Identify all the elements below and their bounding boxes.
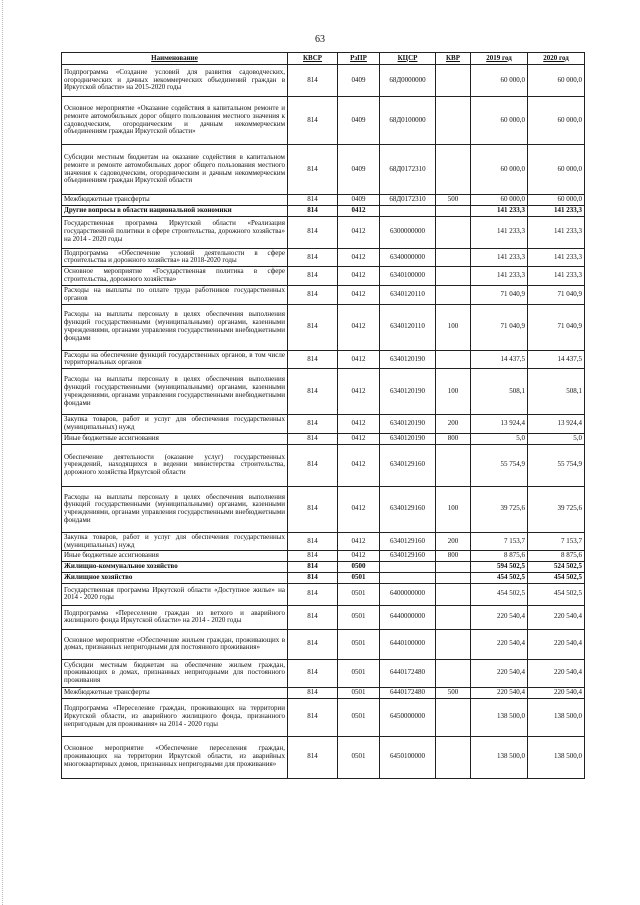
row-kvsr-cell: 814 <box>288 659 338 687</box>
row-2019-cell: 141 233,3 <box>471 267 528 286</box>
row-name-cell: Подпрограмма «Переселение граждан из ветхого и аварийного жилищного фонда Иркутской области» на 2014 - 2020 годы <box>62 605 288 629</box>
table-row <box>62 369 585 415</box>
table-row <box>62 551 585 562</box>
row-2020-cell: 454 502,5 <box>528 583 585 605</box>
row-kvsr-cell: 814 <box>288 216 338 248</box>
row-rzpr-cell: 0501 <box>338 687 380 698</box>
row-name-cell: Подпрограмма «Обеспечение условий деятельности в сфере строительства и дорожного хозяйства» на 2018-2020 годы <box>62 248 288 267</box>
row-rzpr-cell: 0412 <box>338 304 380 350</box>
header-2020: 2020 год <box>528 53 585 65</box>
row-2019-cell: 60 000,0 <box>471 97 528 145</box>
row-kcsr-cell <box>380 562 436 573</box>
row-2019-cell: 454 502,5 <box>471 583 528 605</box>
row-kvr-cell <box>436 285 471 304</box>
row-kcsr-cell: 6340120110 <box>380 285 436 304</box>
row-name-cell: Расходы на обеспечение функций государственных органов, в том числе территориальных органов <box>62 350 288 369</box>
row-kcsr-cell: 6400000000 <box>380 583 436 605</box>
row-kcsr-cell: 6440000000 <box>380 605 436 629</box>
row-name-cell: Иные бюджетные ассигнования <box>62 433 288 444</box>
row-kvsr-cell: 814 <box>288 205 338 216</box>
row-2019-cell: 60 000,0 <box>471 195 528 206</box>
row-kvr-cell <box>436 629 471 659</box>
row-kcsr-cell: 6340000000 <box>380 248 436 267</box>
table-row <box>62 583 585 605</box>
row-kvsr-cell: 814 <box>288 304 338 350</box>
row-name-cell: Закупка товаров, работ и услуг для обеспечения государственных (муниципальных) нужд <box>62 532 288 551</box>
row-rzpr-cell: 0409 <box>338 97 380 145</box>
row-kvr-cell: 800 <box>436 551 471 562</box>
row-kcsr-cell: 6340120190 <box>380 350 436 369</box>
row-name-cell: Расходы на выплаты персоналу в целях обеспечения выполнения функций государственными (муниципальными) органами, казенными учреждениями, органами управления государственными внебюджетными фондами <box>62 486 288 532</box>
table-row <box>62 65 585 97</box>
row-kcsr-cell <box>380 205 436 216</box>
row-2019-cell: 13 924,4 <box>471 415 528 434</box>
row-name-cell: Жилищное хозяйство <box>62 573 288 584</box>
row-kvr-cell <box>436 698 471 736</box>
row-kcsr-cell: 6440172480 <box>380 687 436 698</box>
row-kcsr-cell: 6440172480 <box>380 659 436 687</box>
row-name-cell: Расходы на выплаты по оплате труда работников государственных органов <box>62 285 288 304</box>
table-row <box>62 248 585 267</box>
table-row <box>62 205 585 216</box>
row-kcsr-cell: 68Д0172310 <box>380 145 436 195</box>
row-rzpr-cell: 0412 <box>338 216 380 248</box>
row-kvsr-cell: 814 <box>288 195 338 206</box>
row-kvsr-cell: 814 <box>288 562 338 573</box>
row-2020-cell: 524 502,5 <box>528 562 585 573</box>
row-2020-cell: 39 725,6 <box>528 486 585 532</box>
row-2020-cell: 55 754,9 <box>528 444 585 486</box>
row-kvsr-cell: 814 <box>288 486 338 532</box>
row-kvsr-cell: 814 <box>288 248 338 267</box>
page-edge-marks <box>2 0 7 905</box>
row-name-cell: Субсидии местным бюджетам на оказание содействия в капитальном ремонте и ремонте автомобильных дорог общего пользования местного значения к садоводческим, огородническим и дачным некоммерческим объединениям граждан Иркутской области <box>62 145 288 195</box>
row-2020-cell: 60 000,0 <box>528 65 585 97</box>
row-2020-cell: 60 000,0 <box>528 97 585 145</box>
row-kvr-cell <box>436 216 471 248</box>
row-kvr-cell <box>436 659 471 687</box>
row-2020-cell: 13 924,4 <box>528 415 585 434</box>
row-2020-cell: 8 875,6 <box>528 551 585 562</box>
row-2019-cell: 7 153,7 <box>471 532 528 551</box>
table-row <box>62 216 585 248</box>
row-rzpr-cell: 0501 <box>338 629 380 659</box>
row-2020-cell: 7 153,7 <box>528 532 585 551</box>
row-kvr-cell <box>436 573 471 584</box>
row-2020-cell: 454 502,5 <box>528 573 585 584</box>
row-kvsr-cell: 814 <box>288 687 338 698</box>
row-2019-cell: 141 233,3 <box>471 216 528 248</box>
row-kvsr-cell: 814 <box>288 65 338 97</box>
table-row <box>62 267 585 286</box>
table-row <box>62 433 585 444</box>
row-kvsr-cell: 814 <box>288 573 338 584</box>
row-name-cell: Межбюджетные трансферты <box>62 195 288 206</box>
row-kvr-cell: 500 <box>436 687 471 698</box>
row-name-cell: Иные бюджетные ассигнования <box>62 551 288 562</box>
row-2019-cell: 508,1 <box>471 369 528 415</box>
row-kcsr-cell: 6450000000 <box>380 698 436 736</box>
row-kvr-cell <box>436 562 471 573</box>
table-row <box>62 659 585 687</box>
row-kvsr-cell: 814 <box>288 551 338 562</box>
table-row <box>62 562 585 573</box>
row-kvr-cell: 200 <box>436 532 471 551</box>
table-row <box>62 195 585 206</box>
row-2020-cell: 71 040,9 <box>528 285 585 304</box>
row-2019-cell: 14 437,5 <box>471 350 528 369</box>
row-name-cell: Подпрограмма «Создание условий для развития садоводческих, огороднических и дачных некоммерческих объединений граждан в Иркутской области» на 2015-2020 годы <box>62 65 288 97</box>
table-row <box>62 605 585 629</box>
row-2019-cell: 141 233,3 <box>471 248 528 267</box>
row-kcsr-cell: 6340129160 <box>380 551 436 562</box>
row-kcsr-cell: 6340120190 <box>380 433 436 444</box>
page-number: 63 <box>315 34 325 45</box>
row-2019-cell: 220 540,4 <box>471 687 528 698</box>
row-name-cell: Жилищно-коммунальное хозяйство <box>62 562 288 573</box>
row-kvr-cell: 100 <box>436 369 471 415</box>
row-kcsr-cell: 6340129160 <box>380 532 436 551</box>
row-2019-cell: 220 540,4 <box>471 629 528 659</box>
row-kvsr-cell: 814 <box>288 532 338 551</box>
row-kcsr-cell: 6340120190 <box>380 369 436 415</box>
row-name-cell: Основное мероприятие «Государственная политика в сфере строительства, дорожного хозяйства» <box>62 267 288 286</box>
row-2019-cell: 220 540,4 <box>471 659 528 687</box>
row-2020-cell: 5,0 <box>528 433 585 444</box>
row-kvr-cell <box>436 267 471 286</box>
row-kcsr-cell: 6440100000 <box>380 629 436 659</box>
row-rzpr-cell: 0501 <box>338 659 380 687</box>
table-row <box>62 97 585 145</box>
row-kvr-cell <box>436 145 471 195</box>
row-2020-cell: 141 233,3 <box>528 216 585 248</box>
row-name-cell: Подпрограмма «Переселение граждан, проживающих на территории Иркутской области, из аварийного жилищного фонда, признанного непригодным для проживания» на 2014 - 2020 годы <box>62 698 288 736</box>
row-rzpr-cell: 0501 <box>338 736 380 778</box>
header-rzpr: РзПР <box>338 53 380 65</box>
row-2019-cell: 220 540,4 <box>471 605 528 629</box>
table-row <box>62 736 585 778</box>
row-2020-cell: 141 233,3 <box>528 267 585 286</box>
header-kvsr: КВСР <box>288 53 338 65</box>
row-2019-cell: 55 754,9 <box>471 444 528 486</box>
row-2019-cell: 71 040,9 <box>471 285 528 304</box>
row-name-cell: Основное мероприятие «Обеспечение переселения граждан, проживающих на территории Иркутской области, из аварийных многоквартирных домов, признанных непригодными для проживания» <box>62 736 288 778</box>
row-2019-cell: 594 502,5 <box>471 562 528 573</box>
row-2019-cell: 39 725,6 <box>471 486 528 532</box>
row-kcsr-cell: 6340129160 <box>380 486 436 532</box>
table-row <box>62 698 585 736</box>
row-rzpr-cell: 0500 <box>338 562 380 573</box>
row-kvsr-cell: 814 <box>288 97 338 145</box>
row-kvr-cell <box>436 583 471 605</box>
row-kvr-cell: 800 <box>436 433 471 444</box>
row-2020-cell: 141 233,3 <box>528 205 585 216</box>
table-row <box>62 415 585 434</box>
table-row <box>62 285 585 304</box>
row-kvsr-cell: 814 <box>288 736 338 778</box>
row-name-cell: Государственная программа Иркутской области «Доступное жилье» на 2014 - 2020 годы <box>62 583 288 605</box>
table-header-row <box>62 53 585 65</box>
row-kvsr-cell: 814 <box>288 267 338 286</box>
row-kcsr-cell: 68Д0000000 <box>380 65 436 97</box>
row-kvsr-cell: 814 <box>288 698 338 736</box>
row-kcsr-cell: 6450100000 <box>380 736 436 778</box>
row-2020-cell: 220 540,4 <box>528 687 585 698</box>
row-rzpr-cell: 0412 <box>338 486 380 532</box>
header-name: Наименование <box>62 53 288 65</box>
row-rzpr-cell: 0501 <box>338 583 380 605</box>
row-2020-cell: 220 540,4 <box>528 659 585 687</box>
row-rzpr-cell: 0501 <box>338 605 380 629</box>
row-name-cell: Государственная программа Иркутской области «Реализация государственной политики в сфере строительства, дорожного хозяйства» на 2014 - 2020 годы <box>62 216 288 248</box>
row-name-cell: Основное мероприятие «Оказание содействия в капитальном ремонте и ремонте автомобильных дорог общего пользования местного значения к садоводческим, огородническим и дачным некоммерческим объединениям граждан Иркутской области» <box>62 97 288 145</box>
table-row <box>62 145 585 195</box>
row-2020-cell: 60 000,0 <box>528 195 585 206</box>
budget-table <box>61 52 585 779</box>
row-2020-cell: 508,1 <box>528 369 585 415</box>
row-kvsr-cell: 814 <box>288 415 338 434</box>
row-rzpr-cell: 0412 <box>338 532 380 551</box>
table-row <box>62 304 585 350</box>
table-row <box>62 444 585 486</box>
row-rzpr-cell: 0412 <box>338 205 380 216</box>
row-2020-cell: 220 540,4 <box>528 629 585 659</box>
header-kvr: КВР <box>436 53 471 65</box>
row-kvsr-cell: 814 <box>288 285 338 304</box>
row-2020-cell: 220 540,4 <box>528 605 585 629</box>
row-kvr-cell <box>436 605 471 629</box>
row-rzpr-cell: 0412 <box>338 350 380 369</box>
row-rzpr-cell: 0409 <box>338 195 380 206</box>
row-2019-cell: 60 000,0 <box>471 145 528 195</box>
row-rzpr-cell: 0412 <box>338 444 380 486</box>
row-kvr-cell <box>436 248 471 267</box>
row-2019-cell: 141 233,3 <box>471 205 528 216</box>
row-kcsr-cell: 6340120110 <box>380 304 436 350</box>
row-kvsr-cell: 814 <box>288 433 338 444</box>
row-name-cell: Межбюджетные трансферты <box>62 687 288 698</box>
row-kcsr-cell: 68Д0172310 <box>380 195 436 206</box>
row-kvsr-cell: 814 <box>288 145 338 195</box>
row-kcsr-cell: 6300000000 <box>380 216 436 248</box>
row-kvr-cell <box>436 205 471 216</box>
row-2020-cell: 141 233,3 <box>528 248 585 267</box>
row-2019-cell: 71 040,9 <box>471 304 528 350</box>
row-name-cell: Субсидии местным бюджетам на обеспечение жильем граждан, проживающих в домах, признанных непригодными для постоянного проживания <box>62 659 288 687</box>
row-kvsr-cell: 814 <box>288 369 338 415</box>
row-kvsr-cell: 814 <box>288 444 338 486</box>
row-kvr-cell: 100 <box>436 486 471 532</box>
row-kcsr-cell <box>380 573 436 584</box>
row-kvr-cell: 500 <box>436 195 471 206</box>
row-2019-cell: 454 502,5 <box>471 573 528 584</box>
header-2019: 2019 год <box>471 53 528 65</box>
row-2020-cell: 60 000,0 <box>528 145 585 195</box>
row-kcsr-cell: 6340100000 <box>380 267 436 286</box>
row-2019-cell: 138 500,0 <box>471 698 528 736</box>
table-row <box>62 486 585 532</box>
row-2020-cell: 138 500,0 <box>528 736 585 778</box>
row-kvr-cell <box>436 444 471 486</box>
row-2020-cell: 14 437,5 <box>528 350 585 369</box>
row-rzpr-cell: 0412 <box>338 285 380 304</box>
row-kvr-cell: 100 <box>436 304 471 350</box>
row-kvsr-cell: 814 <box>288 605 338 629</box>
row-kcsr-cell: 68Д0100000 <box>380 97 436 145</box>
row-rzpr-cell: 0412 <box>338 369 380 415</box>
row-rzpr-cell: 0501 <box>338 698 380 736</box>
row-kvsr-cell: 814 <box>288 583 338 605</box>
row-kvr-cell <box>436 65 471 97</box>
row-name-cell: Расходы на выплаты персоналу в целях обеспечения выполнения функций государственными (муниципальными) органами, казенными учреждениями, органами управления государственными внебюджетными фондами <box>62 369 288 415</box>
row-kvsr-cell: 814 <box>288 629 338 659</box>
row-name-cell: Другие вопросы в области национальной экономики <box>62 205 288 216</box>
row-2020-cell: 138 500,0 <box>528 698 585 736</box>
table-body <box>62 65 585 779</box>
row-rzpr-cell: 0409 <box>338 145 380 195</box>
row-name-cell: Основное мероприятие «Обеспечение жильем граждан, проживающих в домах, признанных непригодными для постоянного проживания» <box>62 629 288 659</box>
row-rzpr-cell: 0501 <box>338 573 380 584</box>
table-row <box>62 573 585 584</box>
row-2020-cell: 71 040,9 <box>528 304 585 350</box>
row-rzpr-cell: 0412 <box>338 267 380 286</box>
row-2019-cell: 5,0 <box>471 433 528 444</box>
row-2019-cell: 8 875,6 <box>471 551 528 562</box>
row-kvr-cell <box>436 350 471 369</box>
table-row <box>62 629 585 659</box>
header-kcsr: КЦСР <box>380 53 436 65</box>
row-rzpr-cell: 0412 <box>338 433 380 444</box>
row-name-cell: Закупка товаров, работ и услуг для обеспечения государственных (муниципальных) нужд <box>62 415 288 434</box>
row-kvr-cell <box>436 97 471 145</box>
row-rzpr-cell: 0409 <box>338 65 380 97</box>
row-name-cell: Обеспечение деятельности (оказание услуг) государственных учреждений, находящихся в ведении министерства строительства, дорожного хозяйства Иркутской области <box>62 444 288 486</box>
table-row <box>62 350 585 369</box>
table-row <box>62 532 585 551</box>
row-2019-cell: 60 000,0 <box>471 65 528 97</box>
row-kvr-cell <box>436 736 471 778</box>
row-kcsr-cell: 6340120190 <box>380 415 436 434</box>
row-kvr-cell: 200 <box>436 415 471 434</box>
row-2019-cell: 138 500,0 <box>471 736 528 778</box>
row-kcsr-cell: 6340129160 <box>380 444 436 486</box>
row-rzpr-cell: 0412 <box>338 415 380 434</box>
row-rzpr-cell: 0412 <box>338 248 380 267</box>
row-rzpr-cell: 0412 <box>338 551 380 562</box>
table-row <box>62 687 585 698</box>
row-name-cell: Расходы на выплаты персоналу в целях обеспечения выполнения функций государственными (муниципальными) органами, казенными учреждениями, органами управления государственными внебюджетными фондами <box>62 304 288 350</box>
row-kvsr-cell: 814 <box>288 350 338 369</box>
